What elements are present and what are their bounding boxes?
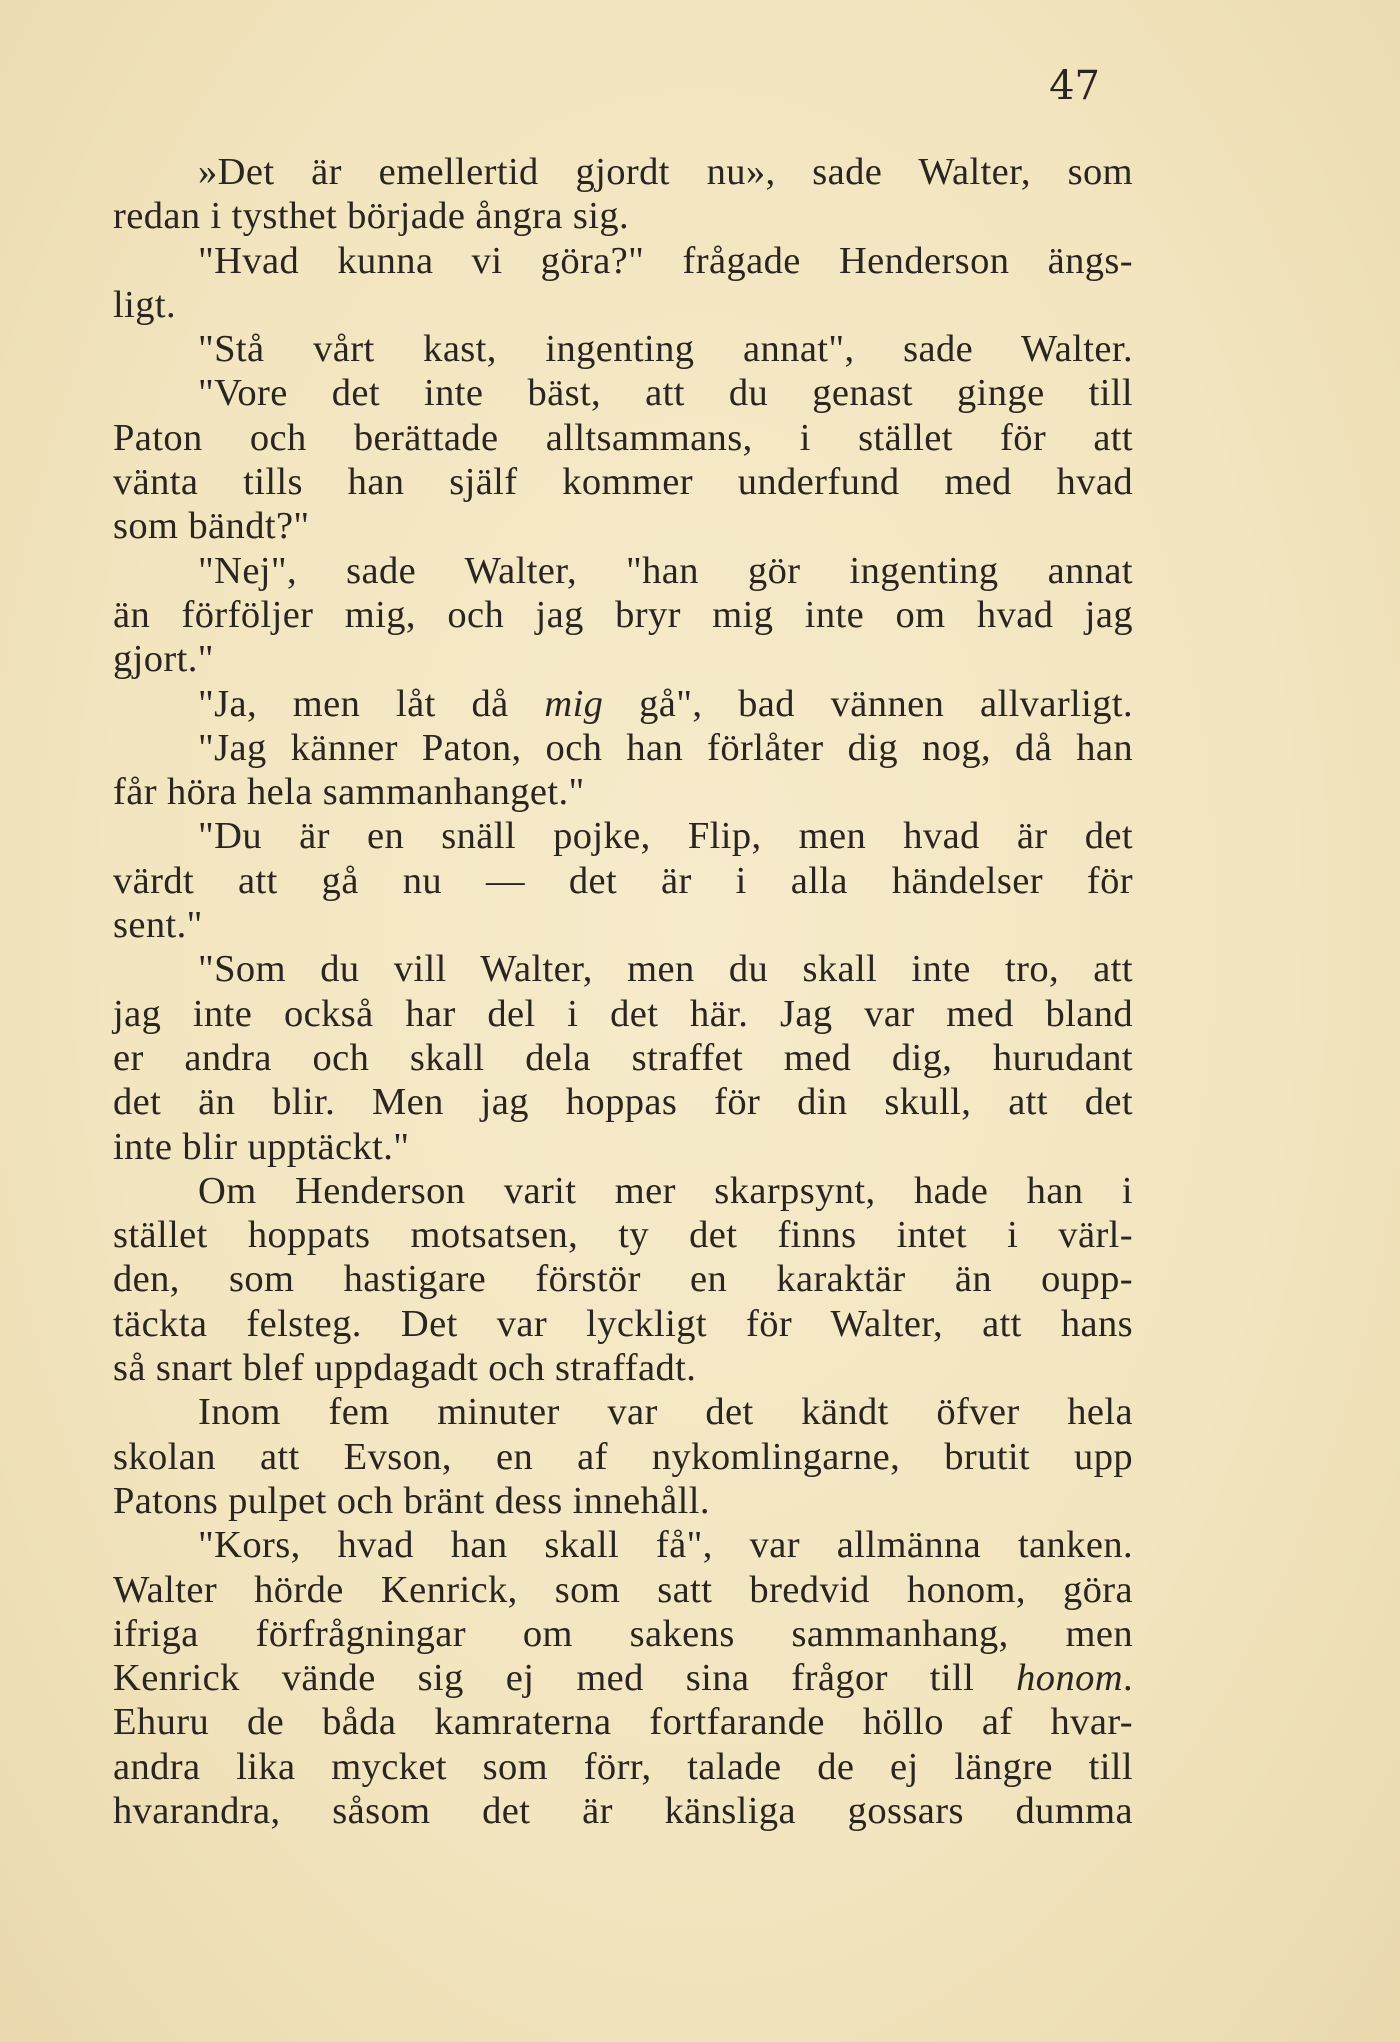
text-line: får höra hela sammanhanget." [113, 771, 585, 814]
text-line: "Jag känner Paton, och han förlåter dig nog, då han [198, 726, 1133, 769]
text-line: andra lika mycket som förr, talade de ej längre till [113, 1745, 1133, 1788]
text-line: värdt att gå nu — det är i alla händelser för [113, 859, 1133, 902]
text-line: hvarandra, såsom det är känsliga gossars dumma [113, 1789, 1133, 1832]
text-span: gå", bad vännen allvarligt. [603, 682, 1133, 725]
text-line: "Kors, hvad han skall få", var allmänna tanken. [198, 1524, 1133, 1567]
text-line: sent." [113, 904, 203, 947]
text-line: ligt. [113, 283, 176, 326]
text-line: stället hoppats motsatsen, ty det finns intet i värl- [113, 1214, 1133, 1257]
text-line: den, som hastigare förstör en karaktär än oupp- [113, 1258, 1133, 1301]
body-text [113, 150, 1133, 1833]
italic-word: honom [1016, 1657, 1123, 1700]
text-line: "Som du vill Walter, men du skall inte tro, att [198, 948, 1133, 991]
text-line: "Du är en snäll pojke, Flip, men hvad är det [198, 815, 1133, 858]
text-span: Kenrick vände sig ej med sina frågor till [113, 1657, 1017, 1700]
text-line: än förföljer mig, och jag bryr mig inte om hvad jag [113, 593, 1133, 636]
italic-word: mig [544, 682, 604, 725]
text-span: . [1122, 1657, 1133, 1700]
text-line: ifriga förfrågningar om sakens sammanhang, men [113, 1612, 1133, 1655]
text-line: skolan att Evson, en af nykomlingarne, brutit upp [113, 1435, 1133, 1478]
page-number: 47 [1049, 63, 1100, 109]
text-line: Ehuru de båda kamraterna fortfarande höllo af hvar- [113, 1701, 1133, 1744]
text-line: »Det är emellertid gjordt nu», sade Walter, som [198, 151, 1133, 193]
text-line: Om Henderson varit mer skarpsynt, hade han i [198, 1169, 1133, 1212]
text-line: inte blir upptäckt." [113, 1125, 410, 1168]
text-span: "Ja, men låt då [198, 682, 545, 725]
text-line: Paton och berättade alltsammans, i stället för att [113, 416, 1133, 459]
text-line: täckta felsteg. Det var lyckligt för Walter, att hans [113, 1302, 1133, 1345]
text-line: Inom fem minuter var det kändt öfver hela [198, 1391, 1133, 1434]
text-line: "Vore det inte bäst, att du genast ginge till [198, 372, 1133, 415]
text-line: så snart blef uppdagadt och straffadt. [113, 1347, 697, 1390]
text-line: det än blir. Men jag hoppas för din skull, att det [113, 1081, 1133, 1124]
text-line [113, 682, 1133, 726]
text-line: "Nej", sade Walter, "han gör ingenting annat [198, 549, 1133, 592]
text-line: "Hvad kunna vi göra?" frågade Henderson ängs- [198, 239, 1133, 282]
text-line: Patons pulpet och bränt dess innehåll. [113, 1479, 710, 1522]
text-line: vänta tills han själf kommer underfund med hvad [113, 461, 1133, 504]
text-line: er andra och skall dela straffet med dig, hurudant [113, 1036, 1133, 1079]
text-line: gjort." [113, 638, 214, 681]
text-line: som bändt?" [113, 505, 310, 548]
text-line: "Stå vårt kast, ingenting annat", sade Walter. [198, 328, 1133, 371]
text-line: redan i tysthet började ångra sig. [113, 195, 630, 238]
text-line: Walter hörde Kenrick, som satt bredvid honom, göra [113, 1568, 1133, 1611]
text-line: jag inte också har del i det här. Jag var med bland [113, 992, 1133, 1035]
text-line [113, 1656, 1133, 1700]
